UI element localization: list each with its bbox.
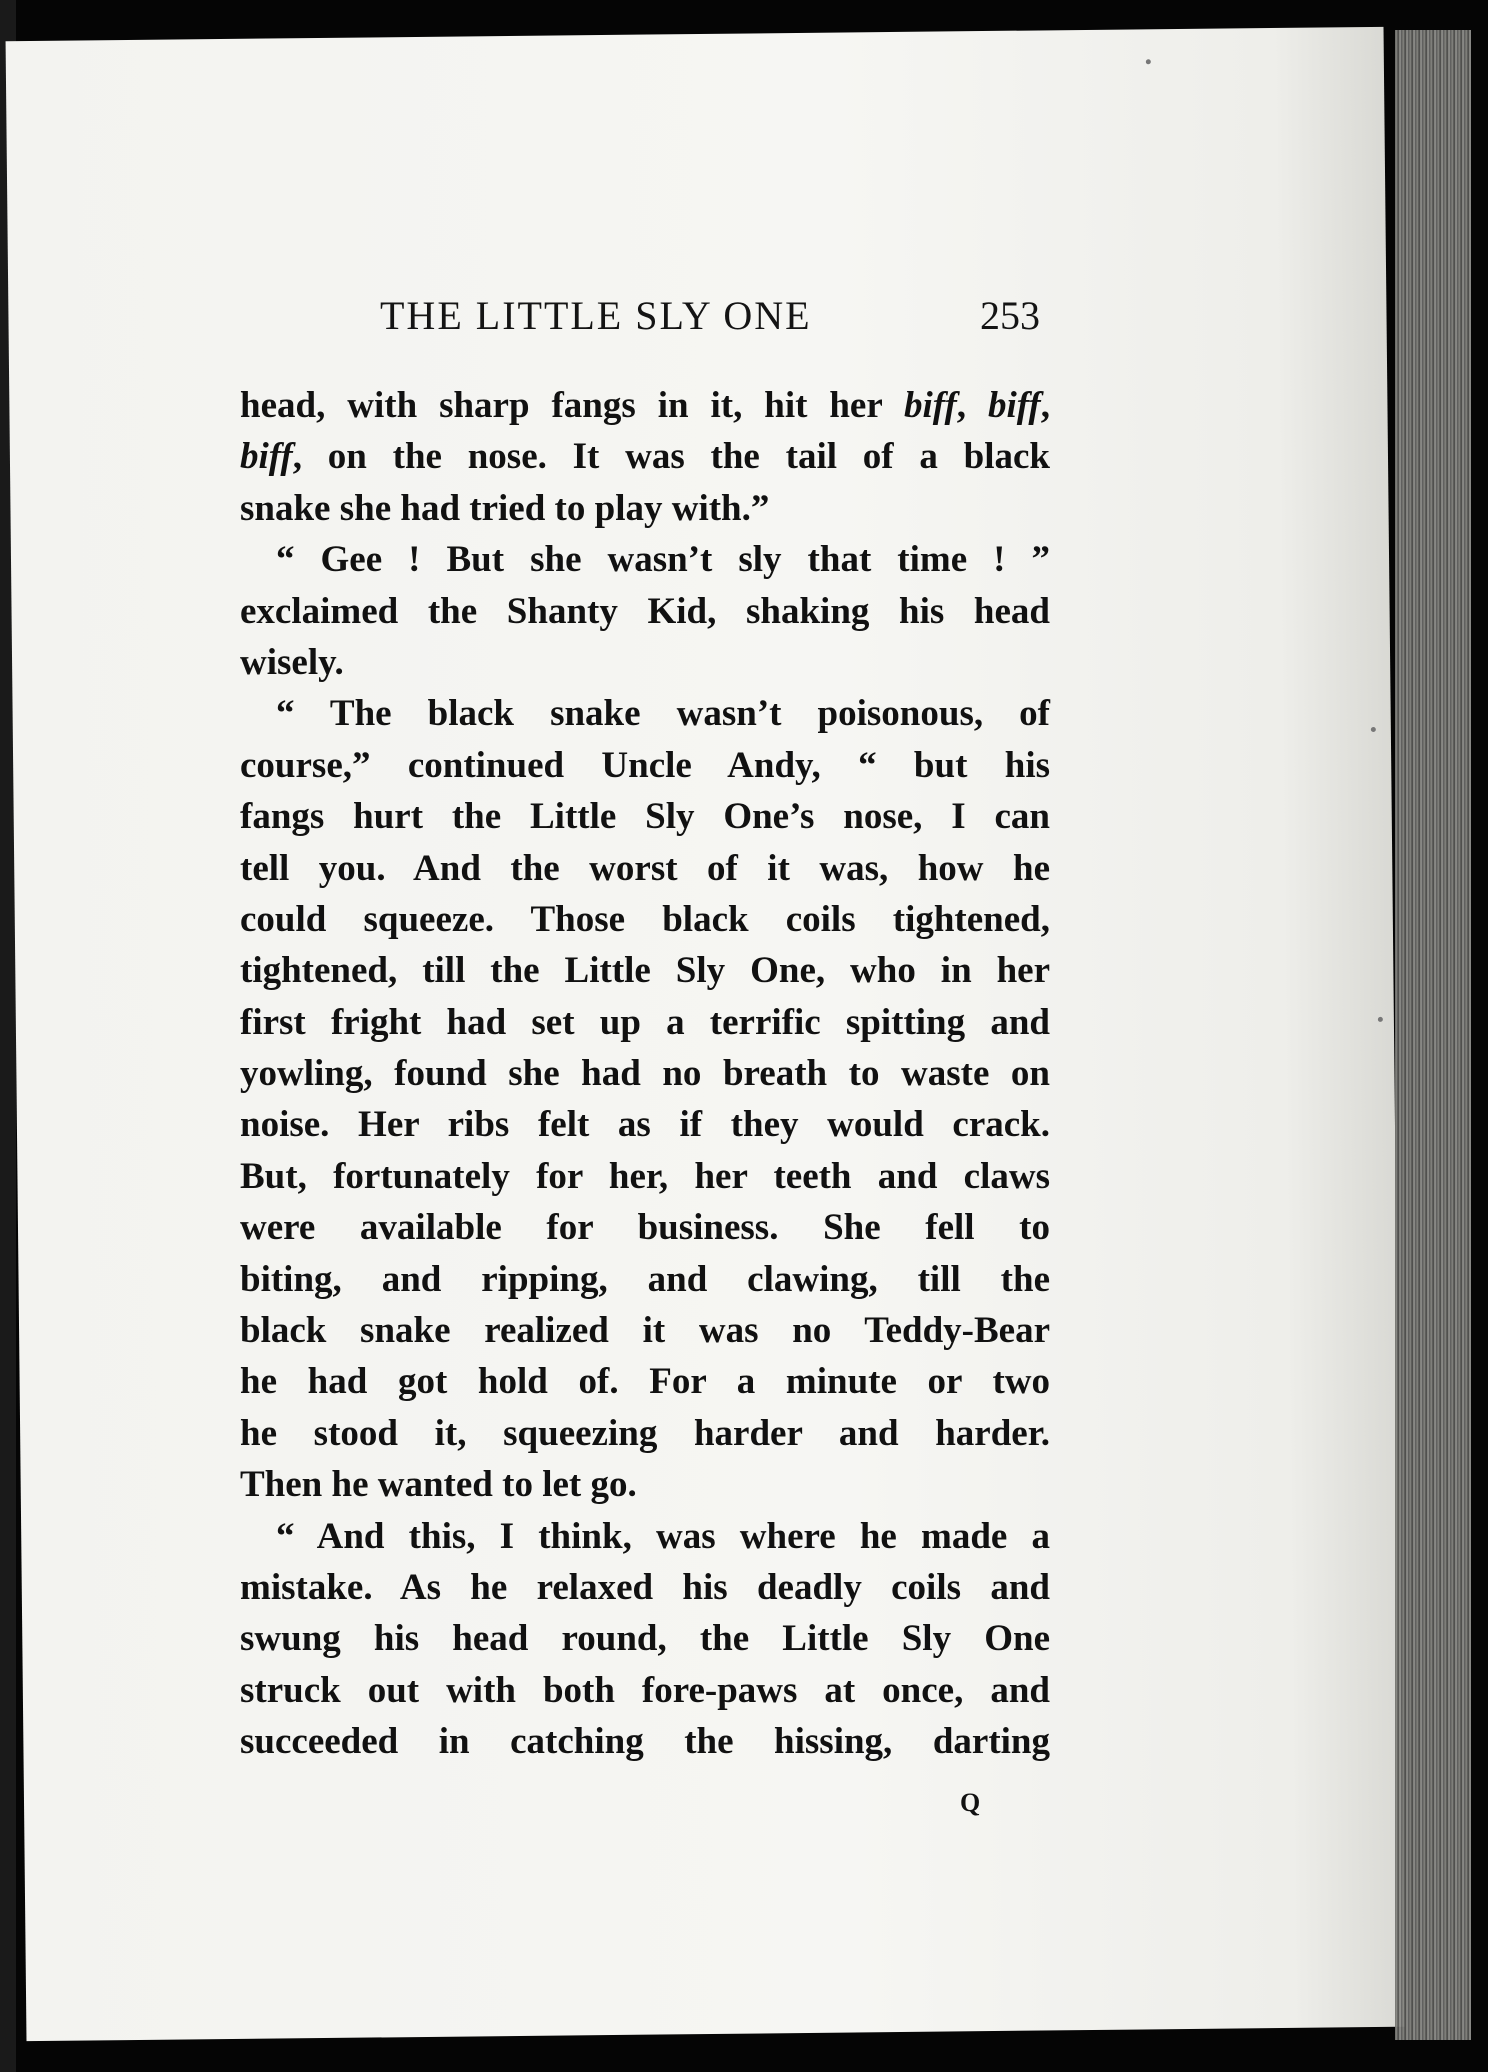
text-line: “ And this, I think, was where he made a — [276, 1515, 1050, 1557]
text-line: snake she had tried to play with.” — [240, 487, 770, 529]
text-line: tell you. And the worst of it was, how he — [240, 847, 1050, 889]
text-line: “ Gee ! But she wasn’t sly that time ! ” — [276, 539, 1050, 581]
paper-speck — [1371, 727, 1376, 732]
text-line: wisely. — [240, 641, 344, 683]
text-line: struck out with both fore-paws at once, and — [240, 1669, 1050, 1711]
page-number: 253 — [980, 293, 1040, 338]
text-line: succeeded in catching the hissing, darting — [240, 1721, 1050, 1763]
signature-mark: Q — [960, 1788, 981, 1817]
text-line: course,” continued Uncle Andy, “ but his — [240, 744, 1050, 786]
text-line: noise. Her ribs felt as if they would crack. — [240, 1104, 1050, 1146]
text-line: were available for business. She fell to — [240, 1207, 1050, 1249]
text-line: biting, and ripping, and clawing, till the — [240, 1258, 1050, 1300]
text-line: black snake realized it was no Teddy-Bear — [240, 1310, 1050, 1352]
emphasis-word: biff — [987, 385, 1041, 426]
running-head: THE LITTLE SLY ONE — [380, 293, 812, 338]
text-line: head, with sharp fangs in it, hit her biff, biff, — [240, 385, 1050, 426]
text-line: yowling, found she had no breath to waste on — [240, 1053, 1050, 1095]
text-line: But, fortunately for her, her teeth and claws — [240, 1155, 1050, 1197]
text-line: mistake. As he relaxed his deadly coils and — [240, 1566, 1050, 1608]
text-line: first fright had set up a terrific spitting and — [240, 1001, 1050, 1043]
paper-speck — [1146, 59, 1151, 64]
text-line: could squeeze. Those black coils tightened, — [240, 898, 1050, 940]
text-line: exclaimed the Shanty Kid, shaking his head — [240, 590, 1050, 632]
text-line: “ The black snake wasn’t poisonous, of — [276, 693, 1050, 735]
emphasis-word: biff — [904, 385, 957, 426]
text-line: tightened, till the Little Sly One, who in her — [240, 950, 1050, 992]
body-text — [240, 380, 1050, 1768]
text-line: fangs hurt the Little Sly One’s nose, I can — [240, 796, 1050, 838]
page-stack-edge — [1395, 30, 1471, 2040]
text-line: swung his head round, the Little Sly One — [240, 1618, 1050, 1660]
paper-speck — [1378, 1017, 1383, 1022]
text-line: he stood it, squeezing harder and harder. — [240, 1412, 1050, 1454]
text-line: he had got hold of. For a minute or two — [240, 1361, 1050, 1403]
text-line: biff, on the nose. It was the tail of a black — [240, 436, 1050, 478]
text-line: Then he wanted to let go. — [240, 1464, 637, 1506]
emphasis-word: biff — [240, 436, 293, 478]
